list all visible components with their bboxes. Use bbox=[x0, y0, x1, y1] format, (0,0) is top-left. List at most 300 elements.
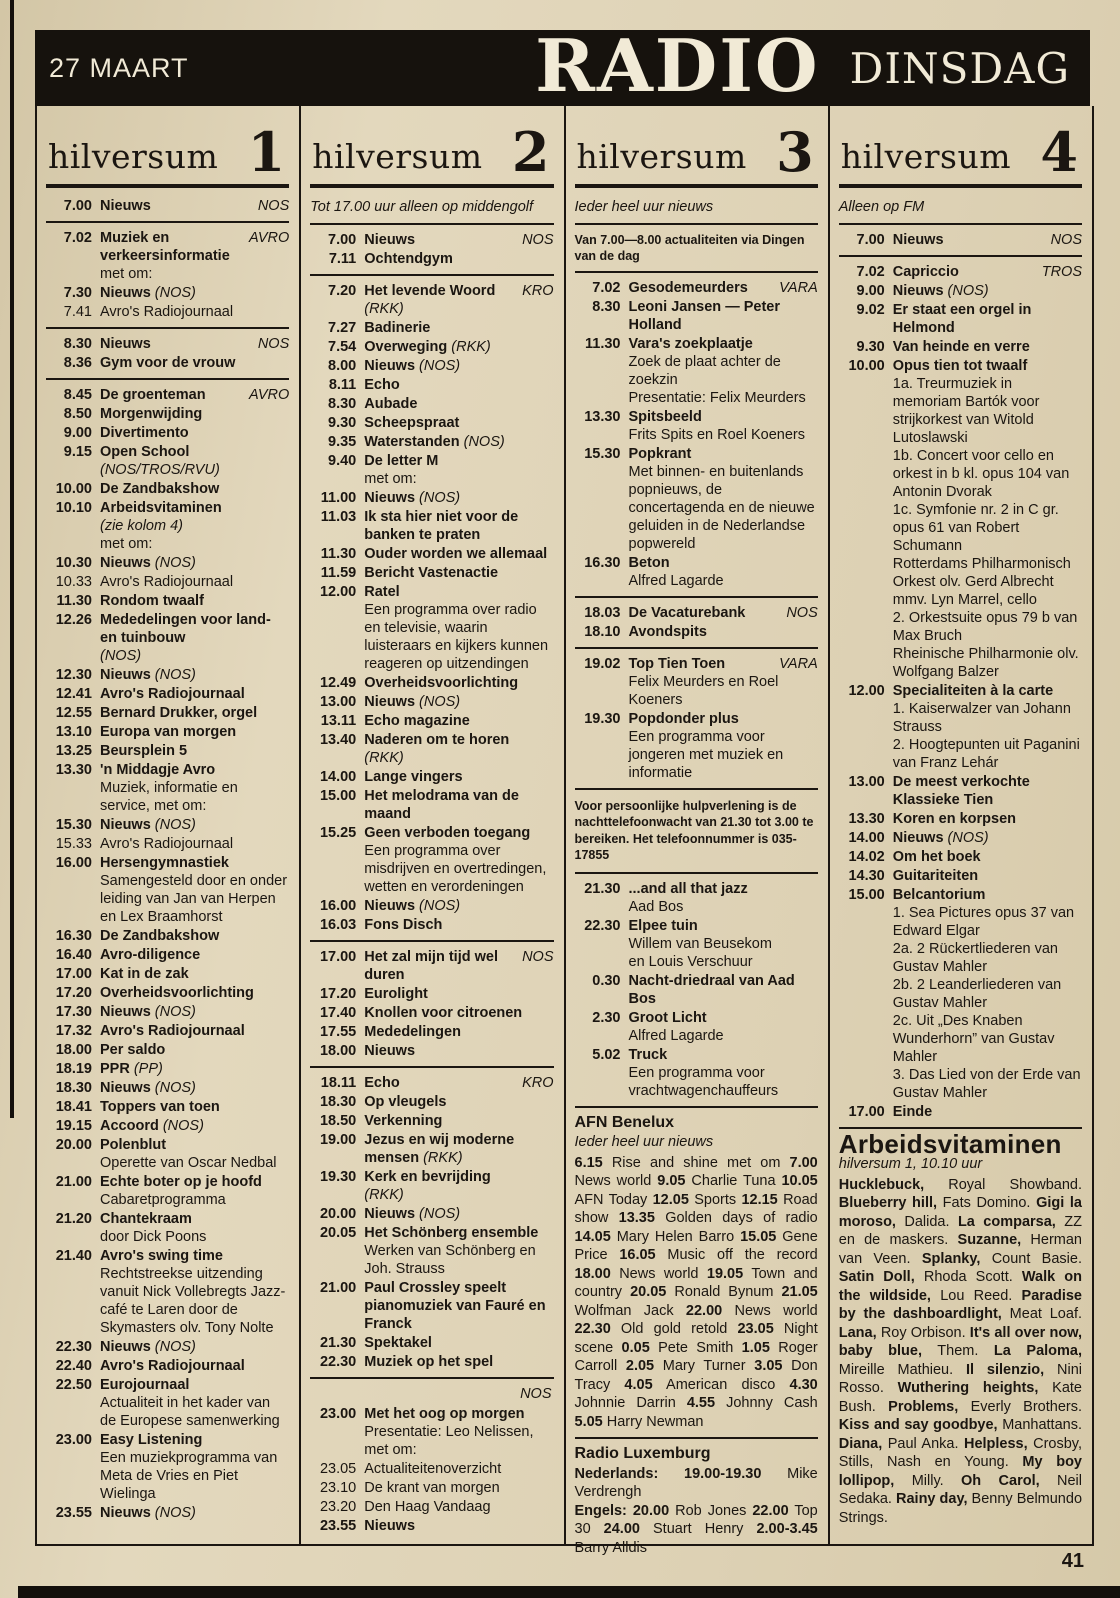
section-divider bbox=[575, 596, 818, 598]
program-time: 17.00 bbox=[55, 965, 92, 982]
program-row bbox=[310, 1517, 553, 1535]
program-row bbox=[575, 279, 818, 297]
program-time: 21.30 bbox=[319, 1334, 357, 1351]
section-divider bbox=[310, 223, 553, 225]
program-body bbox=[92, 761, 289, 815]
program-body bbox=[92, 1173, 289, 1209]
program-note: (NOS) bbox=[150, 1338, 196, 1355]
program-title: Verkenning bbox=[364, 1112, 443, 1129]
program-time: 18.03 bbox=[584, 604, 621, 621]
program-desc: Een muziekprogramma van Meta de Vries en Piet Wielinga bbox=[100, 1449, 278, 1502]
program-body bbox=[621, 880, 818, 916]
program-body bbox=[92, 1431, 289, 1503]
program-titleline bbox=[364, 731, 553, 749]
program-title: De Vacaturebank bbox=[628, 604, 746, 621]
program-desc: met om: bbox=[100, 265, 153, 282]
program-body bbox=[885, 231, 1082, 249]
program-body bbox=[885, 773, 1082, 809]
program-time: 12.55 bbox=[55, 704, 92, 721]
program-body bbox=[92, 480, 289, 498]
program-title: Nieuws bbox=[364, 1517, 416, 1534]
program-row bbox=[46, 816, 289, 834]
program-title: Nieuws bbox=[364, 357, 416, 374]
channel-columns bbox=[35, 106, 1094, 1556]
program-titleline bbox=[100, 854, 289, 872]
program-body bbox=[356, 1405, 553, 1459]
program-row bbox=[310, 897, 553, 915]
program-row bbox=[46, 1003, 289, 1021]
program-time: 9.15 bbox=[63, 443, 92, 460]
program-time: 8.36 bbox=[63, 354, 92, 371]
program-body bbox=[92, 424, 289, 442]
program-note: (NOS) bbox=[150, 554, 196, 571]
program-title: Hersengymnastiek bbox=[100, 854, 229, 871]
program-row bbox=[46, 1173, 289, 1209]
channel-header bbox=[46, 106, 289, 184]
section-divider bbox=[839, 255, 1082, 257]
program-time: 16.30 bbox=[55, 927, 92, 944]
program-note: (NOS) bbox=[459, 433, 505, 450]
program-titleline bbox=[100, 1173, 289, 1191]
program-time: 8.30 bbox=[328, 395, 357, 412]
program-title: Nieuws bbox=[100, 197, 151, 214]
program-time: 10.00 bbox=[55, 480, 92, 497]
program-body bbox=[356, 768, 553, 786]
program-titleline bbox=[364, 564, 553, 582]
program-titleline bbox=[629, 710, 818, 728]
page-bottom-edge bbox=[18, 1586, 1120, 1598]
program-time: 20.00 bbox=[55, 1136, 92, 1153]
program-title: Den Haag Vandaag bbox=[364, 1498, 491, 1515]
program-titleline bbox=[100, 405, 289, 423]
program-row bbox=[46, 1041, 289, 1059]
program-title: Mededelingen voor land- en tuinbouw bbox=[100, 611, 271, 646]
program-titleline bbox=[100, 1247, 289, 1265]
program-time: 21.40 bbox=[55, 1247, 92, 1264]
program-titleline bbox=[364, 674, 553, 692]
program-title: Knollen voor citroenen bbox=[364, 1004, 523, 1021]
program-titleline bbox=[629, 917, 818, 935]
program-row bbox=[46, 666, 289, 684]
program-time: 14.02 bbox=[848, 848, 885, 865]
program-body bbox=[356, 948, 553, 984]
program-titleline bbox=[364, 1023, 553, 1041]
program-title: Avro-diligence bbox=[100, 946, 201, 963]
program-body bbox=[356, 1004, 553, 1022]
section-divider bbox=[575, 1437, 818, 1439]
program-titleline bbox=[364, 452, 553, 470]
program-titleline bbox=[364, 693, 553, 711]
program-titleline bbox=[100, 197, 289, 215]
program-titleline bbox=[364, 319, 553, 337]
program-title: Top Tien Toen bbox=[628, 655, 726, 672]
program-body bbox=[356, 1479, 553, 1497]
program-titleline bbox=[100, 965, 289, 983]
program-body bbox=[621, 623, 818, 641]
program-row bbox=[575, 445, 818, 553]
program-desc: Operette van Oscar Nedbal bbox=[100, 1154, 277, 1171]
program-row bbox=[46, 1079, 289, 1097]
section-divider bbox=[310, 1066, 553, 1068]
feature-line: Nederlands: 19.00-19.30 Mike Verdrengh bbox=[574, 1465, 818, 1501]
program-note: (NOS) bbox=[150, 666, 196, 683]
program-title: Muziek op het spel bbox=[364, 1353, 494, 1370]
program-note: (NOS) bbox=[943, 829, 989, 846]
program-body bbox=[92, 284, 289, 302]
program-row bbox=[310, 1498, 553, 1516]
program-titleline bbox=[364, 489, 553, 507]
program-note: (NOS) bbox=[415, 693, 461, 710]
feature-line: Engels: 20.00 Rob Jones 22.00 Top 30 24.00 Stuart Henry 2.00-3.45 Barry Alldis bbox=[574, 1502, 818, 1556]
program-body bbox=[92, 927, 289, 945]
program-body bbox=[356, 1224, 553, 1278]
program-time: 19.00 bbox=[319, 1131, 357, 1148]
program-titleline bbox=[893, 829, 1082, 847]
program-title: Polenblut bbox=[100, 1136, 167, 1153]
program-titleline bbox=[100, 704, 289, 722]
program-time: 17.20 bbox=[319, 985, 357, 1002]
program-row bbox=[575, 604, 818, 622]
program-body bbox=[621, 917, 818, 971]
program-time: 23.55 bbox=[319, 1517, 357, 1534]
song-list: Hucklebuck, Royal Showband. Blueberry hill, Fats Domino. Gigi la moroso, Dalida. La comparsa, ZZ en de maskers. Suzanne, Herman van Veen. Splanky, Count Basie. Satin Doll, Rhoda Scott. Walk on the wildside, Lou Reed. Paradise by the dashboardlight, Meat Loaf. Lana, Roy Orbison. It's all over now, baby blue, Them. La Paloma, Mireille Mathieu. Il silenzio, Nini Rosso. Wuthering heights, Kate Bush. Problems, Everly Brothers. Kiss and say goodbye, Manhattans. Diana, Paul Anka. Helpless, Crosby, Stills, Nash en Young. My boy lollipop, Milly. Oh Carol, Neil Sedaka. Rainy day, Benny Belmundo Strings. bbox=[838, 1176, 1083, 1526]
program-titleline bbox=[100, 611, 289, 647]
program-title: Het melodrama van de maand bbox=[364, 787, 519, 822]
program-title: Nieuws bbox=[100, 335, 151, 352]
program-desc: 2c. Uit „Des Knaben Wunderhorn” van Gustav Mahler bbox=[892, 1012, 1055, 1065]
program-row bbox=[310, 489, 553, 507]
program-titleline bbox=[100, 1376, 289, 1394]
broadcaster-label: NOS bbox=[522, 948, 554, 965]
program-row bbox=[46, 1210, 289, 1246]
program-body bbox=[92, 1079, 289, 1097]
program-title: Eurolight bbox=[364, 985, 428, 1002]
program-time: 7.00 bbox=[856, 231, 885, 248]
program-note: (NOS) bbox=[150, 1003, 196, 1020]
program-body bbox=[621, 604, 818, 622]
helpline-note: Voor persoonlijke hulpverlening is de nachttelefoonwacht van 21.30 tot 3.00 te bereiken. Het telefoonnummer is 035-17855 bbox=[574, 798, 814, 863]
program-time: 10.10 bbox=[55, 499, 92, 516]
program-titleline bbox=[100, 303, 289, 321]
program-time: 12.00 bbox=[848, 682, 885, 699]
program-row bbox=[46, 424, 289, 442]
program-body bbox=[621, 298, 818, 334]
program-row bbox=[46, 499, 289, 553]
section-divider bbox=[46, 327, 289, 329]
section-divider bbox=[310, 274, 553, 276]
program-titleline bbox=[100, 1079, 289, 1097]
program-time: 13.10 bbox=[55, 723, 92, 740]
program-row bbox=[46, 335, 289, 353]
program-desc: (RKK) bbox=[364, 300, 404, 317]
program-row bbox=[310, 712, 553, 730]
program-body bbox=[621, 279, 818, 297]
program-row bbox=[575, 710, 818, 782]
program-title: Kat in de zak bbox=[100, 965, 189, 982]
program-time: 23.20 bbox=[319, 1498, 357, 1515]
program-titleline bbox=[364, 1479, 553, 1497]
program-body bbox=[356, 1460, 553, 1478]
program-title: Ratel bbox=[364, 583, 400, 600]
program-body bbox=[356, 916, 553, 934]
program-body bbox=[621, 554, 818, 590]
program-time: 13.30 bbox=[848, 810, 885, 827]
program-title: Easy Listening bbox=[100, 1431, 203, 1448]
program-row bbox=[310, 338, 553, 356]
program-note: (RKK) bbox=[419, 1149, 463, 1166]
program-titleline bbox=[100, 424, 289, 442]
program-body bbox=[885, 301, 1082, 337]
program-body bbox=[356, 1042, 553, 1060]
program-time: 22.30 bbox=[319, 1353, 357, 1370]
channel-column-1 bbox=[37, 106, 299, 1544]
program-titleline bbox=[893, 338, 1082, 356]
program-title: Echo magazine bbox=[364, 712, 470, 729]
program-body bbox=[356, 1279, 553, 1333]
program-title: Toppers van toen bbox=[100, 1098, 220, 1115]
program-title: Groot Licht bbox=[628, 1009, 707, 1026]
broadcaster-label: AVRO bbox=[248, 229, 290, 246]
program-body bbox=[356, 1093, 553, 1111]
program-time: 22.30 bbox=[584, 917, 621, 934]
program-title: Kerk en bevrijding bbox=[364, 1168, 491, 1185]
program-body bbox=[885, 810, 1082, 828]
program-time: 23.00 bbox=[55, 1431, 92, 1448]
program-note: (PP) bbox=[129, 1060, 163, 1077]
program-titleline bbox=[100, 1098, 289, 1116]
program-body bbox=[92, 1136, 289, 1172]
program-body bbox=[356, 1517, 553, 1535]
program-title: Spektakel bbox=[364, 1334, 432, 1351]
program-time: 9.35 bbox=[328, 433, 357, 450]
program-time: 8.30 bbox=[63, 335, 92, 352]
program-row bbox=[310, 282, 553, 318]
program-time: 8.45 bbox=[63, 386, 92, 403]
program-title: Nieuws bbox=[100, 666, 151, 683]
program-time: 21.00 bbox=[55, 1173, 92, 1190]
program-time: 10.33 bbox=[55, 573, 92, 590]
program-desc: (RKK) bbox=[364, 1186, 404, 1203]
program-time: 18.30 bbox=[55, 1079, 92, 1096]
program-row bbox=[310, 1023, 553, 1041]
program-titleline bbox=[100, 1041, 289, 1059]
program-title: Avondspits bbox=[628, 623, 707, 640]
program-time: 15.30 bbox=[55, 816, 92, 833]
program-body bbox=[356, 433, 553, 451]
program-title: Eurojournaal bbox=[100, 1376, 190, 1393]
channel-column-4 bbox=[828, 106, 1092, 1544]
program-desc: 2b. 2 Leanderliederen van Gustav Mahler bbox=[892, 976, 1062, 1011]
program-title: De krant van morgen bbox=[364, 1479, 500, 1496]
program-time: 12.41 bbox=[55, 685, 92, 702]
program-time: 14.30 bbox=[848, 867, 885, 884]
program-body bbox=[885, 848, 1082, 866]
program-row bbox=[839, 848, 1082, 866]
program-body bbox=[356, 489, 553, 507]
program-row bbox=[310, 787, 553, 823]
channel-number: 3 bbox=[776, 120, 814, 184]
program-title: Gesodemeurders bbox=[628, 279, 748, 296]
program-titleline bbox=[893, 231, 1082, 249]
program-titleline bbox=[629, 554, 818, 572]
program-body bbox=[356, 319, 553, 337]
program-title: Overheidsvoorlichting bbox=[100, 984, 254, 1001]
program-time: 11.03 bbox=[320, 508, 357, 525]
program-body bbox=[92, 443, 289, 479]
program-body bbox=[356, 376, 553, 394]
program-desc: Cabaretprogramma bbox=[100, 1191, 226, 1208]
program-time: 21.00 bbox=[319, 1279, 357, 1296]
program-body bbox=[356, 1498, 553, 1516]
program-title: Guitariteiten bbox=[892, 867, 979, 884]
program-desc: Presentatie: Leo Nelissen, met om: bbox=[364, 1423, 534, 1458]
program-desc: Frits Spits en Roel Koeners bbox=[628, 426, 805, 443]
program-row bbox=[310, 1074, 553, 1092]
program-body bbox=[92, 611, 289, 665]
program-body bbox=[92, 685, 289, 703]
program-title: Truck bbox=[628, 1046, 668, 1063]
program-title: Nieuws bbox=[892, 231, 944, 248]
program-time: 21.30 bbox=[584, 880, 621, 897]
feature-afn-benelux bbox=[575, 1114, 818, 1432]
program-time: 11.30 bbox=[585, 335, 621, 352]
program-row bbox=[46, 1117, 289, 1135]
program-titleline bbox=[364, 1205, 553, 1223]
program-time: 7.54 bbox=[328, 338, 357, 355]
program-titleline bbox=[100, 835, 289, 853]
program-titleline bbox=[100, 816, 289, 834]
program-title: Op vleugels bbox=[364, 1093, 447, 1110]
program-title: Einde bbox=[892, 1103, 933, 1120]
program-titleline bbox=[893, 282, 1082, 300]
program-row bbox=[310, 508, 553, 544]
channel-header bbox=[310, 106, 553, 184]
program-desc: Actualiteit in het kader van de Europese samenwerking bbox=[100, 1394, 280, 1429]
program-title: Nieuws bbox=[364, 693, 416, 710]
program-desc: Muziek, informatie en service, met om: bbox=[100, 779, 238, 814]
program-row bbox=[310, 1405, 553, 1459]
program-desc: met om: bbox=[364, 470, 417, 487]
program-body bbox=[621, 335, 818, 407]
program-title: Avro's Radiojournaal bbox=[100, 1022, 245, 1039]
binding-spine bbox=[10, 0, 14, 1118]
channel-number: 1 bbox=[247, 120, 286, 184]
program-row bbox=[46, 946, 289, 964]
program-desc: Felix Meurders en Roel Koeners bbox=[628, 673, 779, 708]
program-time: 16.00 bbox=[55, 854, 92, 871]
program-titleline bbox=[100, 946, 289, 964]
program-row bbox=[310, 824, 553, 896]
program-title: Overweging bbox=[364, 338, 448, 355]
program-desc: 2a. 2 Rückertliederen van Gustav Mahler bbox=[892, 940, 1058, 975]
program-title: Opus tien tot twaalf bbox=[892, 357, 1028, 374]
program-body bbox=[92, 816, 289, 834]
program-title: Spitsbeeld bbox=[628, 408, 702, 425]
program-titleline bbox=[100, 480, 289, 498]
program-titleline bbox=[364, 282, 553, 300]
program-time: 15.33 bbox=[55, 835, 92, 852]
program-desc: Rechtstreekse uitzending vanuit Nick Vollebregts Jazz-café te Laren door de Skymasters olv. Tony Nolte bbox=[100, 1265, 286, 1336]
program-row bbox=[310, 452, 553, 488]
program-row bbox=[310, 1042, 553, 1060]
program-body bbox=[356, 338, 553, 356]
program-title: Nacht-driedraal van Aad Bos bbox=[628, 972, 795, 1007]
program-row bbox=[46, 927, 289, 945]
program-row bbox=[46, 1247, 289, 1337]
program-time: 13.00 bbox=[848, 773, 885, 790]
program-time: 19.30 bbox=[584, 710, 621, 727]
program-title: Van heinde en verre bbox=[892, 338, 1030, 355]
program-titleline bbox=[364, 395, 553, 413]
program-title: De meest verkochte Klassieke Tien bbox=[892, 773, 1030, 808]
program-time: 18.10 bbox=[584, 623, 621, 640]
program-time: 13.40 bbox=[319, 731, 357, 748]
program-time: 7.02 bbox=[63, 229, 92, 246]
program-titleline bbox=[364, 712, 553, 730]
radio-brand-title: RADIO bbox=[535, 23, 820, 108]
program-time: 9.30 bbox=[856, 338, 885, 355]
broadcaster-label: NOS bbox=[1050, 231, 1082, 248]
program-titleline bbox=[100, 1136, 289, 1154]
program-row bbox=[310, 564, 553, 582]
program-titleline bbox=[364, 1517, 553, 1535]
program-desc: (zie kolom 4) bbox=[100, 517, 183, 534]
program-row bbox=[310, 674, 553, 692]
program-body bbox=[92, 1338, 289, 1356]
section-divider bbox=[575, 1106, 818, 1108]
program-title: Nieuws bbox=[100, 1079, 151, 1096]
program-time: 13.00 bbox=[319, 693, 357, 710]
program-time: 22.40 bbox=[55, 1357, 92, 1374]
program-titleline bbox=[893, 1103, 1082, 1121]
program-time: 9.00 bbox=[63, 424, 92, 441]
program-title: Om het boek bbox=[892, 848, 981, 865]
program-time: 13.25 bbox=[55, 742, 92, 759]
program-time: 8.50 bbox=[63, 405, 92, 422]
broadcaster-label: KRO bbox=[522, 1074, 554, 1091]
channel-name: hilversum bbox=[576, 136, 747, 176]
program-note: (NOS) bbox=[150, 1504, 196, 1521]
program-title: Nieuws bbox=[100, 1504, 151, 1521]
program-title: Popkrant bbox=[628, 445, 692, 462]
program-body bbox=[92, 1357, 289, 1375]
program-title: Avro's Radiojournaal bbox=[100, 303, 234, 320]
program-title: Het Schönberg ensemble bbox=[364, 1224, 539, 1241]
program-body bbox=[92, 742, 289, 760]
program-titleline bbox=[364, 1131, 553, 1167]
program-note: (NOS) bbox=[150, 284, 196, 301]
channel-name: hilversum bbox=[312, 136, 483, 176]
program-time: 18.11 bbox=[320, 1074, 357, 1091]
program-desc: Een programma voor vrachtwagenchauffeurs bbox=[628, 1064, 779, 1099]
program-body bbox=[92, 554, 289, 572]
program-row bbox=[310, 768, 553, 786]
program-body bbox=[885, 357, 1082, 681]
program-title: Jezus en wij moderne mensen bbox=[364, 1131, 515, 1166]
program-titleline bbox=[364, 1224, 553, 1242]
broadcaster-label: KRO bbox=[522, 282, 554, 299]
program-desc: Presentatie: Felix Meurders bbox=[628, 389, 806, 406]
section-divider bbox=[575, 271, 818, 273]
program-body bbox=[356, 985, 553, 1003]
program-time: 12.30 bbox=[55, 666, 92, 683]
program-title: Badinerie bbox=[364, 319, 431, 336]
program-time: 2.30 bbox=[592, 1009, 621, 1026]
broadcaster-label: NOS bbox=[257, 335, 290, 352]
feature-radio-luxemburg bbox=[575, 1445, 818, 1557]
program-time: 16.30 bbox=[584, 554, 621, 571]
program-note: (NOS) bbox=[415, 897, 461, 914]
